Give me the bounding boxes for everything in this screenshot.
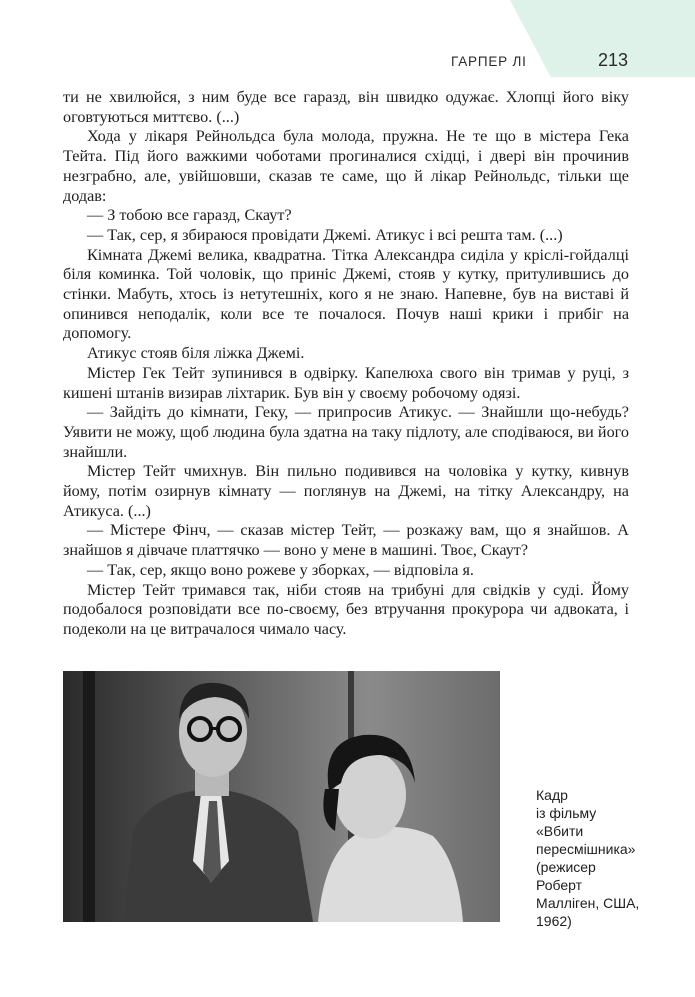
- caption-line: пересмішника»: [536, 841, 636, 857]
- caption-line: «Вбити: [536, 823, 584, 839]
- paragraph: Хода у лікаря Рейнольдса була молода, пружна. Не те що в містера Гека Тейта. Під його важкими чоботами прогиналися східці, і двері він прочинив незграбно, але, увійшовши, сказав те саме, що й лікар Рейнольдс, тільки ще додав:: [63, 127, 629, 205]
- film-still-photo: [63, 671, 500, 922]
- paragraph: Містер Гек Тейт зупинився в одвірку. Капелюха свого він тримав у руці, з кишені штанів визирав ліхтарик. Був він у своєму робочому одязі.: [63, 363, 629, 402]
- page-number: 213: [598, 50, 629, 70]
- paragraph: — З тобою все гаразд, Скаут?: [87, 206, 292, 225]
- paragraph: — Зайдіть до кімнати, Геку, — припросив Атикус. — Знайшли що-небудь? Уявити не можу, щоб людина була здатна на таку підлоту, але сподіваюся, ви його знайшли.: [63, 403, 629, 461]
- caption-line: (режисер: [536, 859, 596, 875]
- photo-caption: [536, 786, 646, 930]
- paragraph: ти не хвилюйся, з ним буде все гаразд, він швидко одужає. Хлопці його віку оговтуються миттєво. (...): [63, 88, 629, 126]
- paragraph: Атикус стояв біля ліжка Джемі.: [87, 344, 305, 363]
- paragraph: — Містере Фінч, — сказав містер Тейт, — розкажу вам, що я знайшов. А знайшов я дівчаче платтячко — воно у мене в машині. Твоє, Скаут?: [63, 521, 629, 560]
- caption-line: із фільму: [536, 805, 597, 821]
- body-text: [63, 88, 629, 640]
- paragraph: — Так, сер, якщо воно рожеве у зборках, — відповіла я.: [87, 560, 474, 579]
- paragraph: Містер Тейт чмихнув. Він пильно подивився на чоловіка у кутку, кивнув йому, потім озирнув кімнату — поглянув на Джемі, на тітку Александру, на Атикуса. (...): [63, 462, 629, 520]
- paragraph: Містер Тейт тримався так, ніби стояв на трибуні для свідків у суді. Йому подобалося розповідати все по-своєму, без втручання прокурора чи адвоката, і подеколи на це витрачалося чимало часу.: [63, 580, 629, 638]
- caption-line: Роберт: [536, 877, 583, 893]
- running-head: ГАРПЕР ЛІ: [451, 54, 527, 69]
- paragraph: — Так, сер, я збираюся провідати Джемі. Атикус і всі решта там. (...): [87, 225, 563, 244]
- caption-line: 1962): [536, 913, 572, 929]
- paragraph: Кімната Джемі велика, квадратна. Тітка Александра сиділа у кріслі-гойдалці біля коминка. Той чоловік, що приніс Джемі, стояв у кутку, притулившись до стінки. Мабуть, хтось із нетутешніх, кого я не знаю. Напевне, був на виставі й опинився неподалік, коли все те почалося. Почув наші крики і прибіг на допомогу.: [63, 245, 629, 343]
- caption-line: Маллiген, США,: [536, 895, 640, 911]
- caption-line: Кадр: [536, 787, 568, 803]
